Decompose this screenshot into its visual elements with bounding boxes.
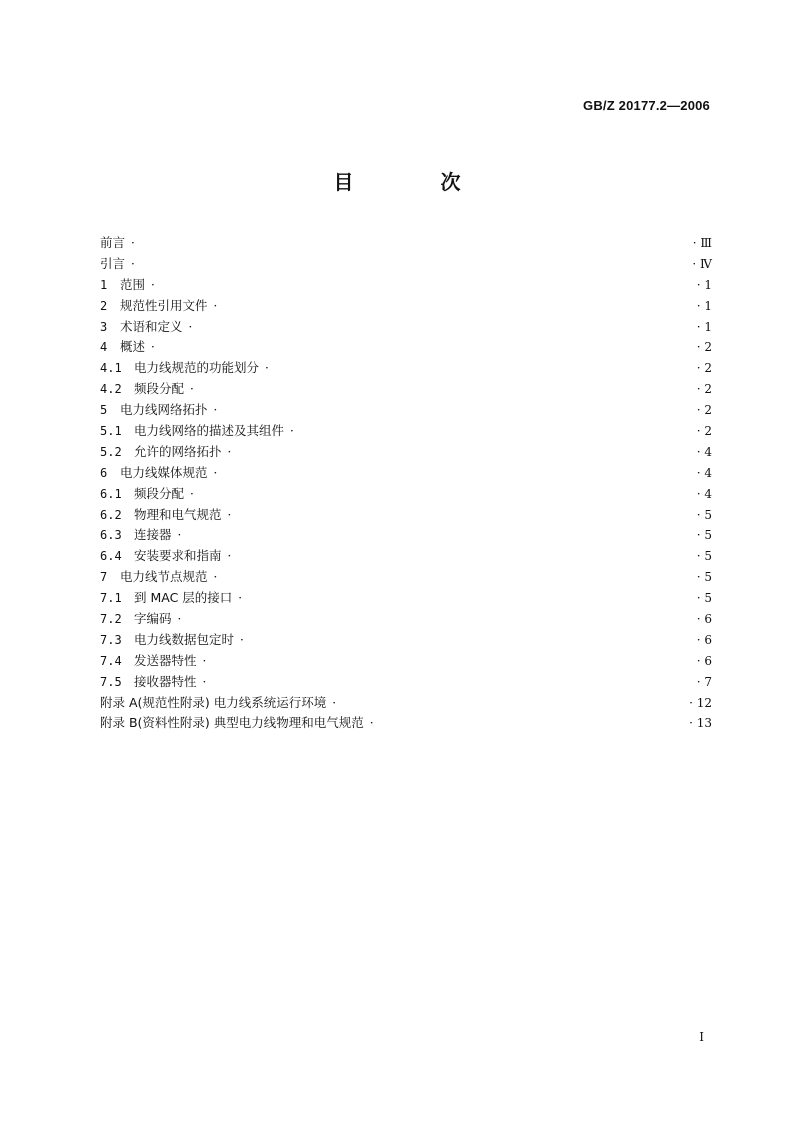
toc-entry-number: 6.1: [100, 486, 122, 501]
toc-entry-number: 1: [100, 277, 108, 292]
toc-entry-page: · 1: [696, 277, 712, 292]
toc-entry[interactable]: [100, 630, 712, 651]
toc-entry-page: · 4: [696, 465, 712, 480]
toc-entry-number: 2: [100, 298, 108, 313]
toc-entry-page: · 5: [696, 591, 712, 606]
toc-entry-page: · 5: [696, 549, 712, 564]
toc-entry-number: 5.1: [100, 424, 122, 439]
toc-entry-label: 电力线规范的功能划分: [134, 360, 260, 376]
toc-leader-dot: ·: [202, 653, 207, 668]
toc-entry-label: 到 MAC 层的接口: [134, 590, 233, 606]
toc-entry-page: · 4: [696, 444, 712, 459]
toc-entry-label: 字编码: [134, 611, 172, 627]
toc-entry[interactable]: [100, 525, 712, 546]
toc-entry-page: · 13: [689, 716, 712, 731]
toc-entry-label: 范围: [120, 276, 146, 292]
toc-entry-page: · 5: [696, 570, 712, 585]
toc-entry[interactable]: [100, 484, 712, 505]
toc-leader-dot: ·: [227, 507, 232, 522]
toc-entry-page: · 6: [696, 632, 712, 647]
toc-entry-page: · 2: [696, 403, 712, 418]
toc-entry-label: 电力线节点规范: [120, 569, 208, 585]
toc-leader-dot: ·: [177, 612, 182, 627]
toc-leader-dot: ·: [190, 486, 194, 501]
toc-entry-number: 6.2: [100, 507, 122, 522]
toc-entry[interactable]: [100, 275, 712, 296]
toc-entry-page: · 4: [696, 486, 712, 501]
toc-entry-page: · 7: [696, 674, 712, 689]
toc-entry-number: 3: [100, 319, 108, 334]
toc-entry-number: 6.3: [100, 528, 122, 543]
toc-leader-dot: ·: [213, 570, 218, 585]
toc-entry[interactable]: [100, 337, 712, 358]
toc-entry-label: 允许的网络拓扑: [134, 443, 222, 459]
toc-entry-page: · 1: [696, 319, 712, 334]
toc-entry[interactable]: [100, 400, 712, 421]
toc-entry-page: · 2: [696, 361, 712, 376]
toc-entry-label: 电力线网络拓扑: [120, 402, 208, 418]
toc-entry-number: 7.4: [100, 653, 122, 668]
toc-entry[interactable]: [100, 567, 712, 588]
toc-leader-dot: ·: [332, 695, 337, 710]
toc-entry-page: · 2: [696, 424, 712, 439]
toc-leader-dot: ·: [227, 444, 232, 459]
toc-entry[interactable]: [100, 672, 712, 693]
toc-entry-number: 5: [100, 403, 108, 418]
toc-entry-label: 引言: [100, 255, 126, 271]
toc-entry[interactable]: [100, 588, 712, 609]
toc-leader-dot: ·: [240, 632, 244, 647]
toc-entry-number: 5.2: [100, 444, 122, 459]
toc-entry-number: 7.3: [100, 632, 122, 647]
toc-leader-dot: ·: [213, 403, 218, 418]
toc-entry-label: 附录 B(资料性附录) 典型电力线物理和电气规范: [100, 715, 364, 731]
toc-entry[interactable]: [100, 317, 712, 338]
toc-leader-dot: ·: [227, 549, 232, 564]
toc-entry-number: 7.5: [100, 674, 122, 689]
toc-entry[interactable]: [100, 254, 712, 275]
toc-leader-dot: ·: [213, 298, 218, 313]
toc-entry-page: · 2: [696, 340, 712, 355]
toc-entry-label: 规范性引用文件: [120, 297, 208, 313]
page-title: 目 次: [333, 170, 501, 194]
toc-entry-label: 安装要求和指南: [134, 548, 222, 564]
toc-entry[interactable]: [100, 358, 712, 379]
toc-entry-label: 连接器: [134, 527, 172, 543]
toc-entry[interactable]: [100, 296, 712, 317]
toc-entry[interactable]: [100, 505, 712, 526]
standard-code: GB/Z 20177.2—2006: [583, 98, 710, 113]
toc-leader-dot: ·: [238, 591, 243, 606]
toc-entry-label: 发送器特性: [134, 652, 197, 668]
toc-entry-page: · 6: [696, 653, 712, 668]
page-number: I: [699, 1030, 704, 1044]
toc-entry[interactable]: [100, 463, 712, 484]
toc-entry-page: · 5: [696, 528, 712, 543]
toc-entry-label: 前言: [100, 235, 126, 250]
toc-entry-page: · 12: [689, 695, 712, 710]
toc-entry-label: 电力线数据包定时: [134, 631, 235, 647]
toc-entry-page: · 2: [696, 382, 712, 397]
toc-entry-number: 6: [100, 465, 108, 480]
toc-leader-dot: ·: [131, 256, 135, 271]
toc-leader-dot: ·: [131, 236, 135, 250]
toc-leader-dot: ·: [188, 319, 193, 334]
toc-entry[interactable]: [100, 421, 712, 442]
toc-entry[interactable]: [100, 651, 712, 672]
toc-entry-number: 7.1: [100, 591, 122, 606]
toc-entry-label: 附录 A(规范性附录) 电力线系统运行环境: [100, 694, 327, 710]
toc-leader-dot: ·: [190, 382, 194, 397]
toc-entry-label: 接收器特性: [134, 673, 197, 689]
toc-entry[interactable]: [100, 713, 712, 734]
toc-entry-page: · Ⅲ: [692, 236, 712, 250]
toc-leader-dot: ·: [177, 528, 182, 543]
toc-leader-dot: ·: [369, 716, 374, 731]
toc-entry[interactable]: [100, 379, 712, 400]
toc-leader-dot: ·: [202, 674, 207, 689]
toc-entry-label: 电力线网络的描述及其组件: [134, 423, 285, 439]
toc-entry-number: 4: [100, 340, 108, 355]
toc-entry[interactable]: [100, 693, 712, 714]
toc-entry-page: · 1: [696, 298, 712, 313]
toc-entry-label: 频段分配: [134, 381, 185, 397]
toc-entry-number: 7: [100, 570, 108, 585]
toc-leader-dot: ·: [213, 465, 218, 480]
toc-entry-number: 7.2: [100, 612, 122, 627]
toc-leader-dot: ·: [151, 340, 155, 355]
toc-leader-dot: ·: [265, 361, 269, 376]
toc-entry-label: 术语和定义: [120, 318, 183, 334]
toc-entry-label: 电力线媒体规范: [120, 464, 208, 480]
toc-entry-label: 物理和电气规范: [134, 506, 222, 522]
toc-entry[interactable]: [100, 546, 712, 567]
toc-entry-label: 概述: [120, 339, 146, 355]
toc-entry[interactable]: [100, 442, 712, 463]
table-of-contents: [100, 233, 712, 734]
toc-entry-number: 4.1: [100, 361, 122, 376]
toc-leader-dot: ·: [290, 424, 294, 439]
toc-entry[interactable]: [100, 609, 712, 630]
toc-entry-page: · Ⅳ: [692, 256, 712, 271]
toc-entry-number: 4.2: [100, 382, 122, 397]
toc-entry[interactable]: [100, 233, 712, 254]
toc-entry-label: 频段分配: [134, 485, 185, 501]
toc-entry-page: · 6: [696, 612, 712, 627]
toc-entry-number: 6.4: [100, 549, 122, 564]
toc-entry-page: · 5: [696, 507, 712, 522]
toc-leader-dot: ·: [151, 277, 155, 292]
